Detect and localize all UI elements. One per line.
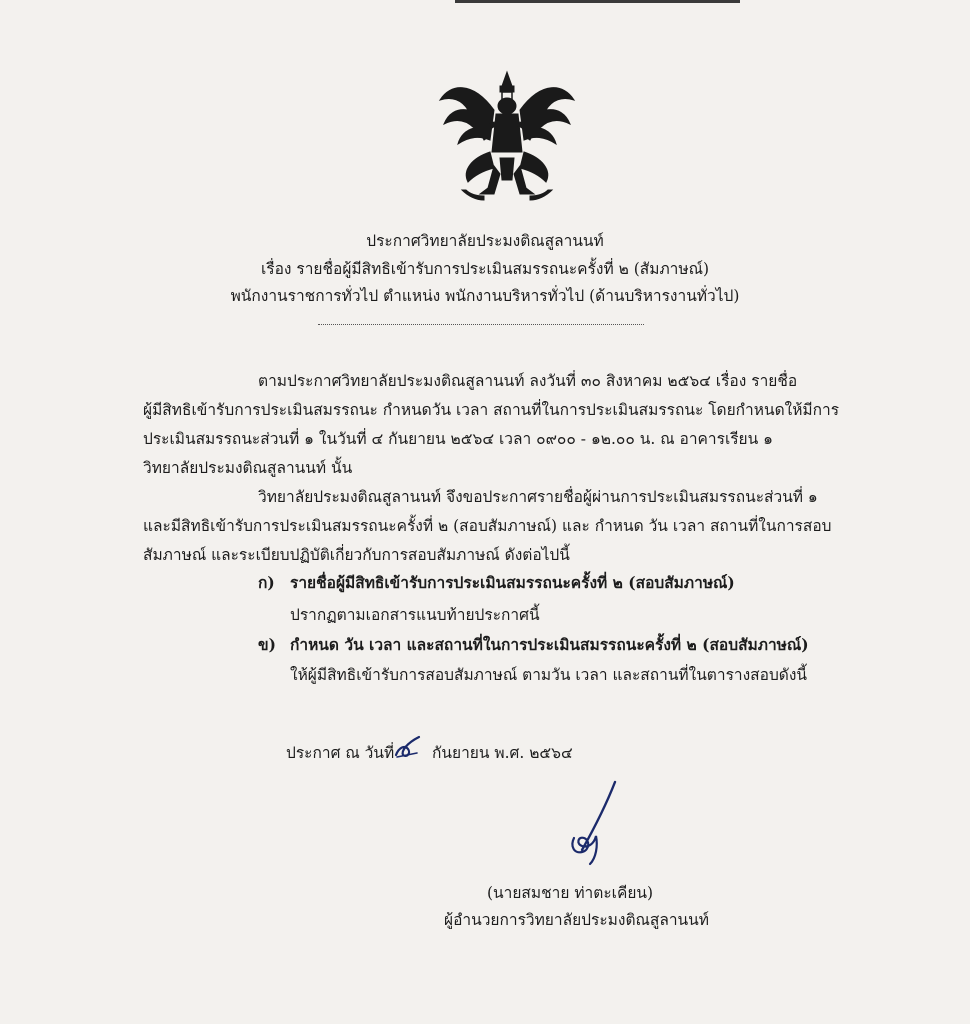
announcement-subject: เรื่อง รายชื่อผู้มีสิทธิเข้ารับการประเมินสมรรถนะครั้งที่ ๒ (สัมภาษณ์) (260, 260, 710, 278)
para1-line-4: วิทยาลัยประมงติณสูลานนท์ นั้น (143, 459, 353, 477)
para2-line-3: สัมภาษณ์ และระเบียบปฏิบัติเกี่ยวกับการสอบสัมภาษณ์ ดังต่อไปนี้ (143, 546, 570, 564)
handwritten-day-number (393, 733, 423, 763)
handwritten-signature (560, 780, 630, 870)
para1-line-1: ตามประกาศวิทยาลัยประมงติณสูลานนท์ ลงวันที่ ๓๐ สิงหาคม ๒๕๖๔ เรื่อง รายชื่อ (258, 372, 798, 390)
announce-date-prefix: ประกาศ ณ วันที่ (286, 744, 395, 762)
item-b-title: กำหนด วัน เวลา และสถานที่ในการประเมินสมรรถนะครั้งที่ ๒ (สอบสัมภาษณ์) (290, 635, 809, 654)
announcement-title: ประกาศวิทยาลัยประมงติณสูลานนท์ (366, 232, 604, 250)
para2-line-2: และมีสิทธิเข้ารับการประเมินสมรรถนะครั้งที่ ๒ (สอบสัมภาษณ์) และ กำหนด วัน เวลา สถานที่ในการสอบ (143, 517, 832, 535)
item-a-detail: ปรากฏตามเอกสารแนบท้ายประกาศนี้ (290, 606, 540, 624)
signatory-title: ผู้อำนวยการวิทยาลัยประมงติณสูลานนท์ (444, 911, 709, 929)
para1-line-2: ผู้มีสิทธิเข้ารับการประเมินสมรรถนะ กำหนดวัน เวลา สถานที่ในการประเมินสมรรถนะ โดยกำหนดให้มีการ (143, 401, 840, 419)
garuda-emblem-icon (432, 70, 582, 205)
item-a-marker: ก) (258, 573, 275, 592)
para1-line-3: ประเมินสมรรถนะส่วนที่ ๑ ในวันที่ ๔ กันยายน ๒๕๖๔ เวลา ๐๙๐๐ - ๑๒.๐๐ น. ณ อาคารเรียน ๑ (143, 430, 774, 448)
dotted-separator (318, 324, 644, 325)
item-b-detail: ให้ผู้มีสิทธิเข้ารับการสอบสัมภาษณ์ ตามวัน เวลา และสถานที่ในตารางสอบดังนี้ (290, 666, 808, 684)
para2-line-1: วิทยาลัยประมงติณสูลานนท์ จึงขอประกาศรายชื่อผู้ผ่านการประเมินสมรรถนะส่วนที่ ๑ (258, 488, 818, 506)
announcement-position: พนักงานราชการทั่วไป ตำแหน่ง พนักงานบริหารทั่วไป (ด้านบริหารงานทั่วไป) (230, 287, 740, 305)
announce-date-suffix: กันยายน พ.ศ. ๒๕๖๔ (432, 744, 573, 762)
item-b-marker: ข) (258, 635, 276, 654)
top-edge-line (455, 0, 740, 3)
item-a-title: รายชื่อผู้มีสิทธิเข้ารับการประเมินสมรรถนะครั้งที่ ๒ (สอบสัมภาษณ์) (290, 573, 735, 592)
signatory-name: (นายสมชาย ท่าตะเคียน) (487, 884, 654, 902)
